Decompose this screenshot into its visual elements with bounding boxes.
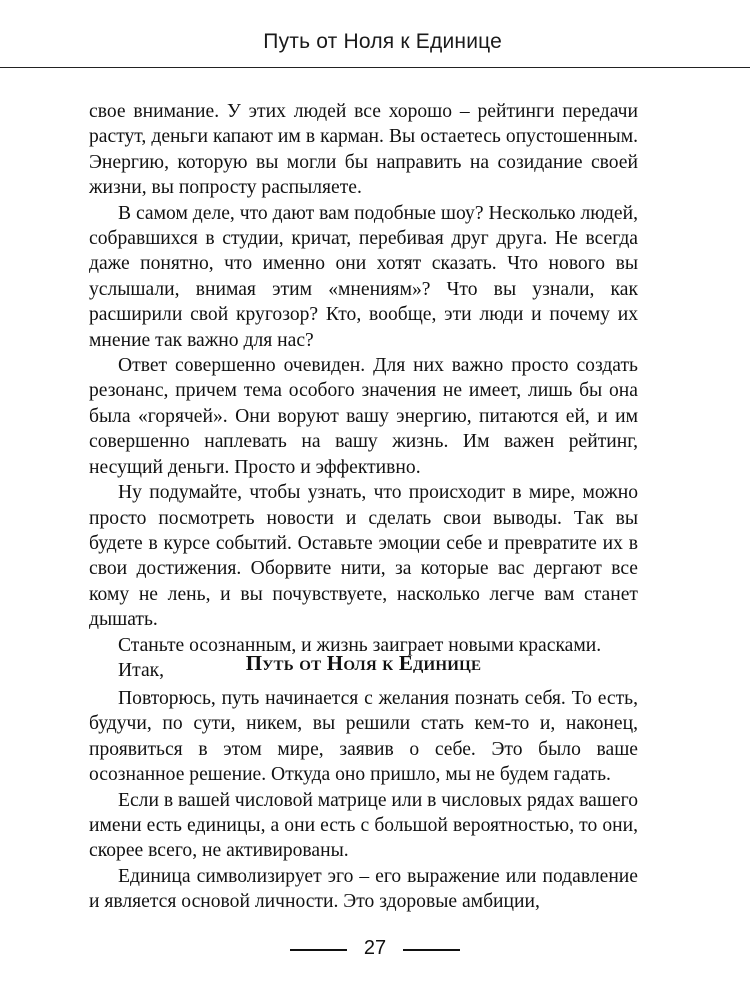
running-title: Путь от Ноля к Единице: [263, 30, 502, 53]
body-text-bottom: [89, 686, 638, 915]
section-heading: Путь от Ноля к Единице: [245, 651, 482, 675]
paragraph: Итак,: [118, 659, 165, 681]
paragraph: Единица символизирует эго – его выражение или подавление и является основой личности. Это здоровые амбиции,: [89, 865, 638, 913]
page-number: 27: [363, 937, 387, 959]
paragraph: Если в вашей числовой матрице или в числовых рядах вашего имени есть единицы, а они есть с большой вероятностью, то они, скорее всего, не активированы.: [89, 789, 638, 862]
footer-rule-left: [290, 949, 347, 951]
running-header: [0, 0, 750, 66]
paragraph: свое внимание. У этих людей все хорошо – рейтинги передачи растут, деньги капают им в карман. Вы остаетесь опустошенным. Энергию, которую вы могли бы направить на созидание своей жизни, вы попросту распыляете.: [89, 101, 638, 199]
paragraph: В самом деле, что дают вам подобные шоу? Несколько людей, собравшихся в студии, кричат, перебивая друг друга. Не всегда даже понятно, что именно они хотят сказать. Что нового вы услышали, внимая этим «мнениям»? Что вы узнали, как расширили свой кругозор? Кто, вообще, эти люди и почему их мнение так важно для нас?: [89, 202, 638, 351]
paragraph: Ну подумайте, чтобы узнать, что происходит в мире, можно просто посмотреть новости и сделать свои выводы. Так вы будете в курсе событий. Оставьте эмоции себе и превратите их в свои достижения. Оборвите нити, за которые вас дергают все кому не лень, и вы почувствуете, насколько легче вам станет дышать.: [89, 482, 638, 631]
paragraph: Ответ совершенно очевиден. Для них важно просто создать резонанс, причем тема особого значения не имеет, лишь бы она была «горячей». Они воруют вашу энергию, питаются ей, и им совершенно наплевать на вашу жизнь. Им важен рейтинг, несущий деньги. Просто и эффективно.: [89, 355, 638, 478]
paragraph: Повторюсь, путь начинается с желания познать себя. То есть, будучи, по сути, никем, вы решили стать кем-то и, наконец, проявиться в этом мире, заявив о себе. Это было ваше осознанное решение. Откуда оно пришло, мы не будем гадать.: [89, 688, 638, 786]
page-footer: [0, 935, 750, 965]
paragraph: Станьте осознанным, и жизнь заиграет новыми красками.: [118, 634, 602, 656]
footer-rule-right: [403, 949, 460, 951]
header-rule: [0, 67, 750, 68]
body-text-top: [89, 99, 638, 683]
